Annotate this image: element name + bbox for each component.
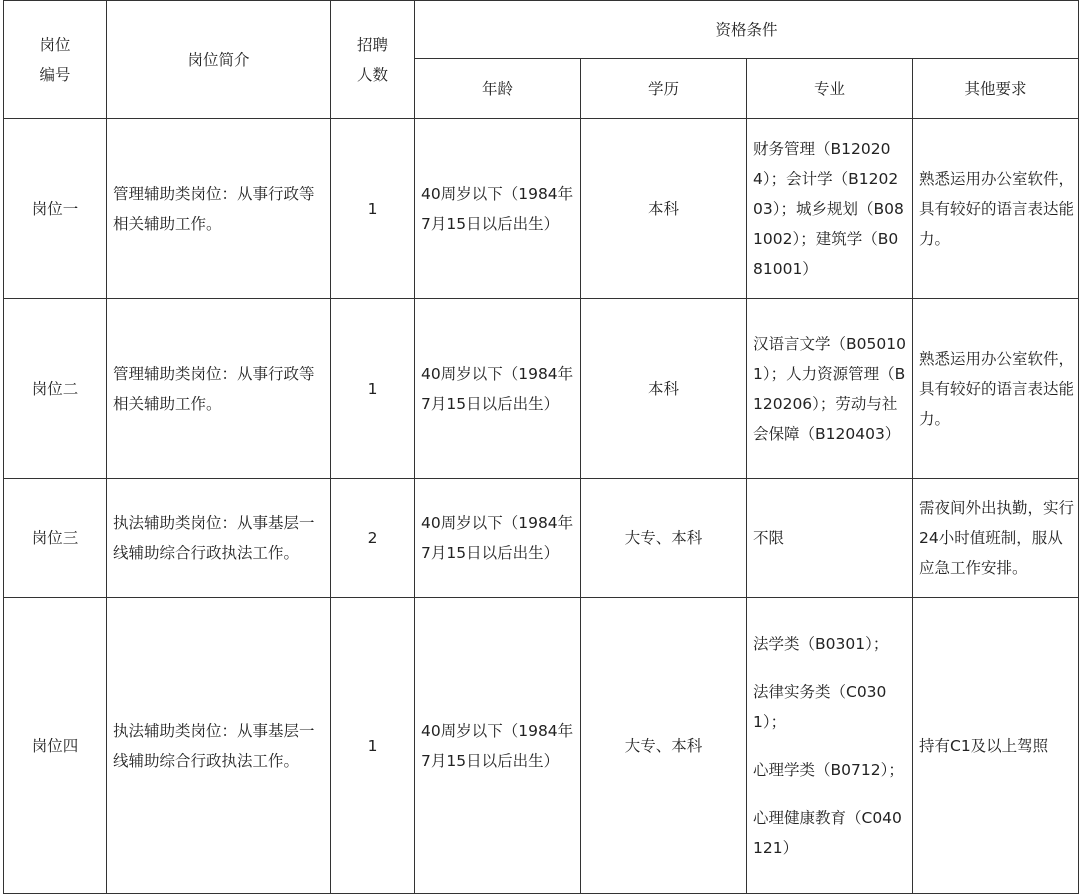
- header-recruit-count: [331, 1, 415, 119]
- header-qualifications: 资格条件: [415, 1, 1079, 59]
- header-row-top: [4, 1, 1079, 59]
- header-recruit-count-line-2: 人数: [356, 65, 388, 84]
- major-entry: 财务管理（B120204）；会计学（B120203）；城乡规划（B081002）；建筑学（B081001）: [753, 139, 904, 278]
- header-other: 其他要求: [913, 59, 1079, 119]
- cell-other-requirements: 熟悉运用办公室软件，具有较好的语言表达能力。: [913, 299, 1079, 479]
- cell-major: [747, 119, 913, 299]
- cell-education: 本科: [581, 119, 747, 299]
- header-post-desc: 岗位简介: [107, 1, 331, 119]
- cell-post-desc: 执法辅助类岗位：从事基层一线辅助综合行政执法工作。: [107, 479, 331, 598]
- cell-major: [747, 479, 913, 598]
- major-entry: 心理健康教育（C040121）: [753, 808, 902, 857]
- major-entry: 汉语言文学（B050101）；人力资源管理（B120206）；劳动与社会保障（B120403）: [753, 334, 906, 443]
- cell-post-desc: 执法辅助类岗位：从事基层一线辅助综合行政执法工作。: [107, 598, 331, 894]
- table-row: [4, 598, 1079, 894]
- cell-age: 40周岁以下（1984年7月15日以后出生）: [415, 598, 581, 894]
- header-major: 专业: [747, 59, 913, 119]
- major-entry: 法律实务类（C0301）；: [753, 682, 887, 731]
- table-row: [4, 119, 1079, 299]
- header-post-no: [4, 1, 107, 119]
- header-post-no-line-2: 编号: [39, 65, 71, 84]
- major-entry: 不限: [753, 529, 785, 547]
- cell-post-no: 岗位二: [4, 299, 107, 479]
- header-education: 学历: [581, 59, 747, 119]
- cell-recruit-count: 1: [331, 598, 415, 894]
- cell-major: [747, 598, 913, 894]
- header-age: 年龄: [415, 59, 581, 119]
- cell-recruit-count: 1: [331, 119, 415, 299]
- major-entry: 法学类（B0301）；: [753, 634, 889, 653]
- table-row: [4, 299, 1079, 479]
- cell-post-no: 岗位一: [4, 119, 107, 299]
- cell-education: 本科: [581, 299, 747, 479]
- cell-age: 40周岁以下（1984年7月15日以后出生）: [415, 119, 581, 299]
- cell-recruit-count: 2: [331, 479, 415, 598]
- cell-other-requirements: 熟悉运用办公室软件，具有较好的语言表达能力。: [913, 119, 1079, 299]
- major-entry: 心理学类（B0712）；: [753, 760, 904, 779]
- recruitment-table: [3, 0, 1079, 894]
- table-body: [4, 119, 1079, 894]
- header-post-no-line-1: 岗位: [39, 35, 71, 54]
- cell-education: 大专、本科: [581, 479, 747, 598]
- cell-recruit-count: 1: [331, 299, 415, 479]
- cell-post-desc: 管理辅助类岗位：从事行政等相关辅助工作。: [107, 119, 331, 299]
- cell-other-requirements: 需夜间外出执勤，实行24小时值班制，服从应急工作安排。: [913, 479, 1079, 598]
- cell-age: 40周岁以下（1984年7月15日以后出生）: [415, 299, 581, 479]
- cell-education: 大专、本科: [581, 598, 747, 894]
- cell-post-desc: 管理辅助类岗位：从事行政等相关辅助工作。: [107, 299, 331, 479]
- cell-age: 40周岁以下（1984年7月15日以后出生）: [415, 479, 581, 598]
- header-recruit-count-line-1: 招聘: [356, 35, 388, 54]
- cell-other-requirements: 持有C1及以上驾照: [913, 598, 1079, 894]
- table-row: [4, 479, 1079, 598]
- cell-post-no: 岗位三: [4, 479, 107, 598]
- cell-post-no: 岗位四: [4, 598, 107, 894]
- cell-major: [747, 299, 913, 479]
